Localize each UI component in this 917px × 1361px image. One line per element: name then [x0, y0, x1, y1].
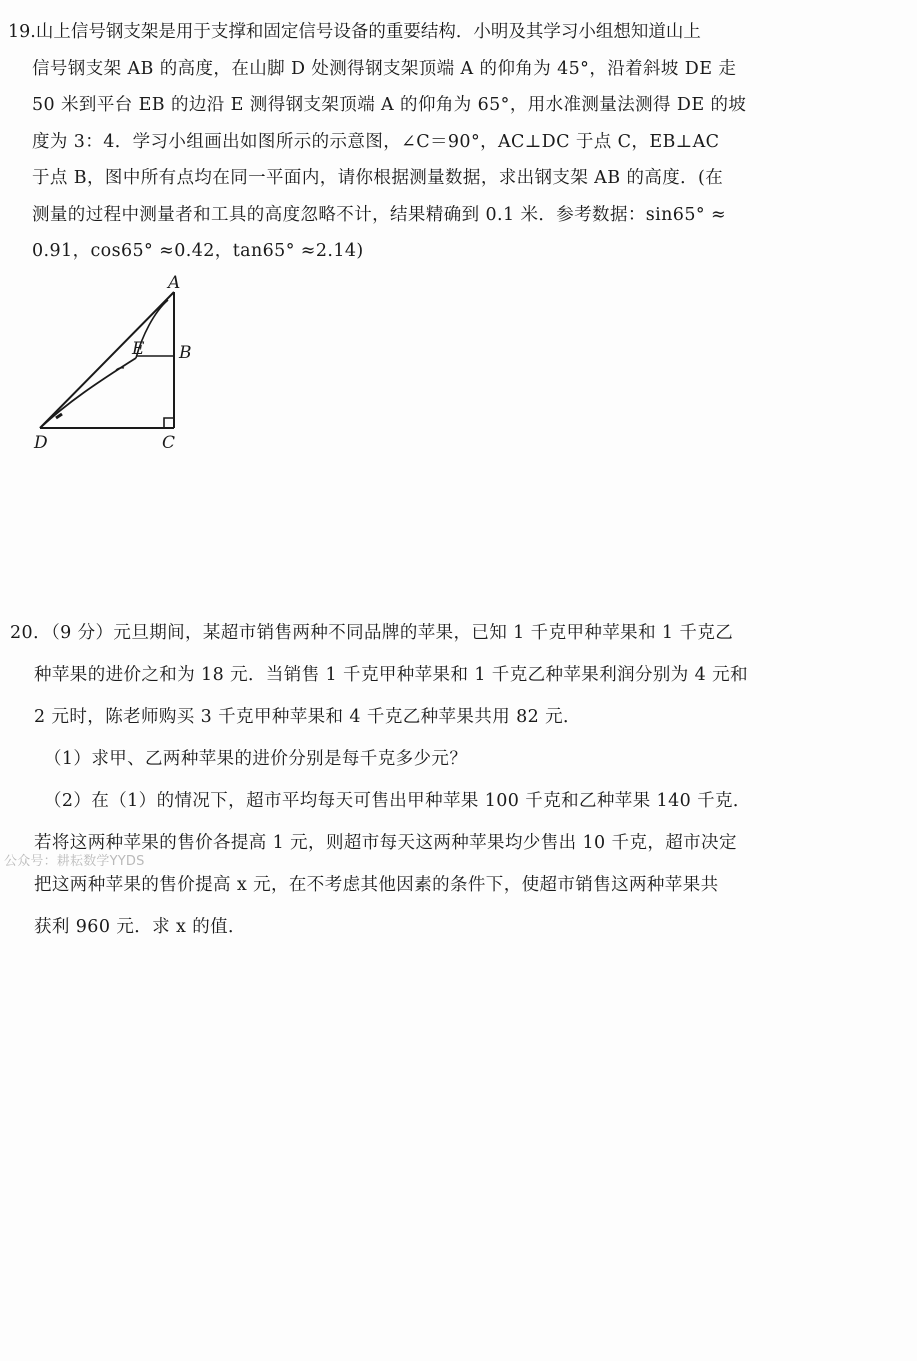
- q20-part-2-line-4: 获利 960 元．求 x 的值．: [34, 917, 246, 937]
- q19-line-1: 19.山上信号钢支架是用于支撑和固定信号设备的重要结构．小明及其学习小组想知道山上: [8, 22, 701, 42]
- q20-line-3: 2 元时，陈老师购买 3 千克甲种苹果和 4 千克乙种苹果共用 82 元．: [34, 707, 581, 727]
- q19-line-3: 50 米到平台 EB 的边沿 E 测得钢支架顶端 A 的仰角为 65°，用水准测量法测得 DE 的坡: [32, 95, 747, 115]
- label-e: E: [132, 339, 145, 359]
- q19-line-7: 0.91，cos65° ≈0.42，tan65° ≈2.14): [32, 241, 364, 261]
- q19-line-2: 信号钢支架 AB 的高度，在山脚 D 处测得钢支架顶端 A 的仰角为 45°，沿着斜坡 DE 走: [32, 58, 737, 79]
- question-20: [10, 614, 770, 946]
- label-c: C: [162, 433, 176, 453]
- q20-part-2-line-1: （2）在（1）的情况下，超市平均每天可售出甲种苹果 100 千克和乙种苹果 140 千克．: [44, 791, 751, 811]
- label-b: B: [179, 343, 192, 363]
- q19-line-4: 度为 3：4．学习小组画出如图所示的示意图，∠C＝90°，AC⊥DC 于点 C，EB⊥AC: [32, 131, 720, 152]
- q20-part-2-line-3: 把这两种苹果的售价提高 x 元，在不考虑其他因素的条件下，使超市销售这两种苹果共: [34, 875, 719, 895]
- q20-line-2: 种苹果的进价之和为 18 元．当销售 1 千克甲种苹果和 1 千克乙种苹果利润分别为 4 元和: [34, 665, 748, 685]
- q19-diagram: [28, 270, 218, 460]
- slope-de: [40, 358, 136, 428]
- slope-tick-2: [56, 414, 62, 418]
- label-d: D: [34, 433, 48, 453]
- q20-line-1: 20．（9 分）元旦期间，某超市销售两种不同品牌的苹果，已知 1 千克甲种苹果和 1 千克乙: [10, 623, 734, 643]
- q20-part-1: （1）求甲、乙两种苹果的进价分别是每千克多少元？: [44, 749, 468, 769]
- q20-part-2-line-2: 若将这两种苹果的售价各提高 1 元，则超市每天这两种苹果均少售出 10 千克，超市决定: [34, 833, 737, 853]
- segment-ad: [40, 292, 174, 428]
- right-angle-marker: [164, 418, 174, 428]
- question-19: [8, 14, 768, 270]
- q19-line-6: 测量的过程中测量者和工具的高度忽略不计，结果精确到 0.1 米．参考数据：sin65° ≈: [32, 204, 727, 225]
- watermark: 公众号：耕耘数学YYDS: [4, 854, 145, 869]
- q19-line-5: 于点 B，图中所有点均在同一平面内，请你根据测量数据，求出钢支架 AB 的高度．(在: [32, 168, 724, 188]
- label-a: A: [168, 273, 181, 293]
